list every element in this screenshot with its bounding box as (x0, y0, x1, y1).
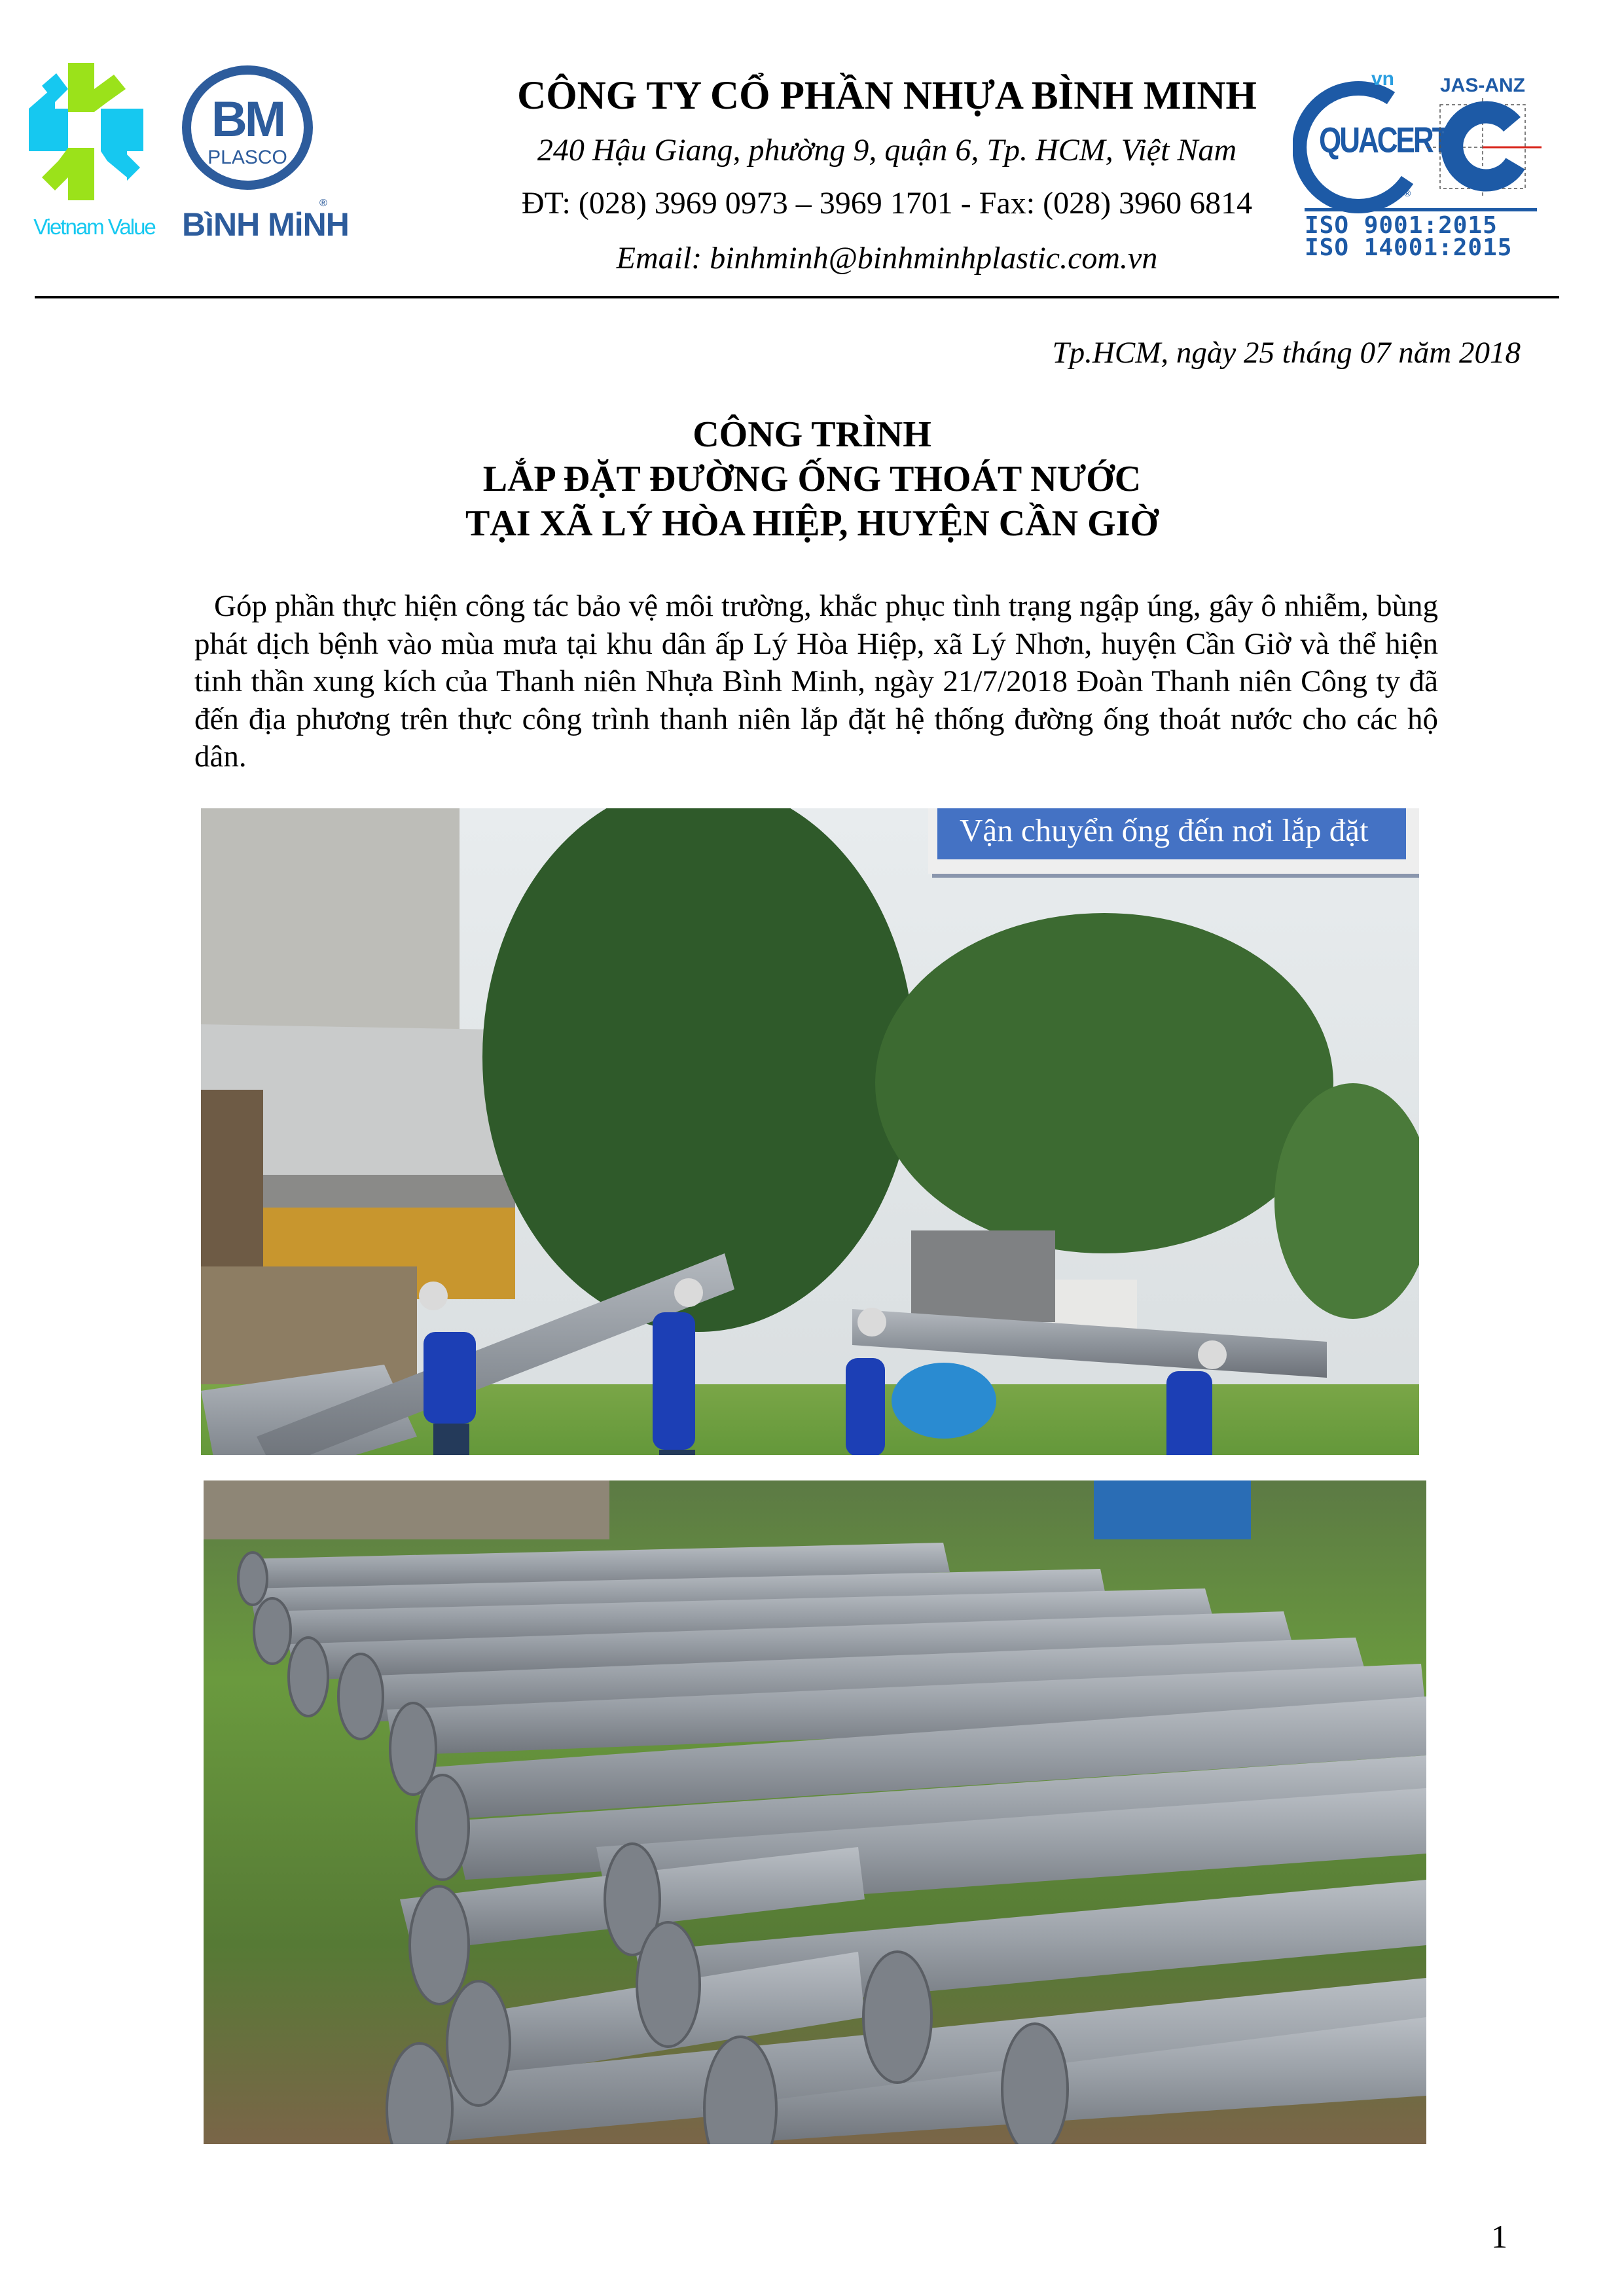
company-name: CÔNG TY CỔ PHẦN NHỰA BÌNH MINH (517, 74, 1257, 118)
photo-caption-box (928, 808, 1419, 874)
certification-logo (1293, 65, 1555, 262)
workers-carrying-pipes-image (201, 808, 1419, 1455)
company-email: Email: binhminh@binhminhplastic.com.vn (616, 241, 1158, 276)
company-phone-fax: ĐT: (028) 3969 0973 – 3969 1701 - Fax: (028) 3960 6814 (521, 186, 1253, 221)
title-line-3: TẠI XÃ LÝ HÒA HIỆP, HUYỆN CẦN GIỜ (465, 503, 1159, 544)
company-address: 240 Hậu Giang, phường 9, quận 6, Tp. HCM, Việt Nam (537, 133, 1237, 168)
vietnam-value-label: Vietnam Value (33, 215, 155, 239)
svg-text:vn: vn (1371, 68, 1395, 90)
registered-mark: ® (319, 198, 327, 209)
pvc-pipes-stack-image (204, 1480, 1426, 2144)
svg-text:ISO 14001:2015: ISO 14001:2015 (1305, 234, 1513, 261)
svg-text:BM: BM (211, 92, 284, 147)
svg-text:ISO 9001:2015: ISO 9001:2015 (1305, 212, 1498, 239)
svg-text:QUACERT: QUACERT (1319, 119, 1448, 160)
page-number: 1 (1491, 2218, 1507, 2255)
bm-plasco-emblem-icon (179, 65, 316, 196)
header-divider (35, 296, 1559, 298)
body-paragraph: Góp phần thực hiện công tác bảo vệ môi trường, khắc phục tình trạng ngập úng, gây ô nhiễm, bùng phát dịch bệnh vào mùa mưa tại khu dân ấp Lý Hòa Hiệp, xã Lý Nhơn, huyện Cần Giờ và thể hiện tinh thần xung kích của Thanh niên Nhựa Bình Minh, ngày 21/7/2018 Đoàn Thanh niên Công ty đã đến địa phương trên thực công trình thanh niên lắp đặt hệ thống đường ống thoát nước cho các hộ dân. (194, 589, 1438, 774)
svg-text:®: ® (1404, 188, 1411, 198)
vietnam-value-logo (29, 63, 160, 246)
vietnam-value-emblem-icon (29, 63, 160, 200)
quacert-jas-anz-icon (1293, 65, 1555, 262)
svg-text:JAS-ANZ: JAS-ANZ (1440, 75, 1526, 96)
photo-pipe-stack (204, 1480, 1426, 2144)
title-line-2: LẮP ĐẶT ĐƯỜNG ỐNG THOÁT NƯỚC (482, 459, 1142, 499)
binh-minh-logo (177, 65, 349, 249)
document-date: Tp.HCM, ngày 25 tháng 07 năm 2018 (1052, 336, 1521, 370)
photo-caption: Vận chuyển ống đến nơi lắp đặt (937, 808, 1406, 859)
binh-minh-wordmark: BìNH MiNH (182, 206, 349, 243)
title-line-1: CÔNG TRÌNH (693, 414, 931, 455)
photo-transporting-pipes (201, 808, 1419, 1455)
svg-text:PLASCO: PLASCO (208, 147, 287, 168)
